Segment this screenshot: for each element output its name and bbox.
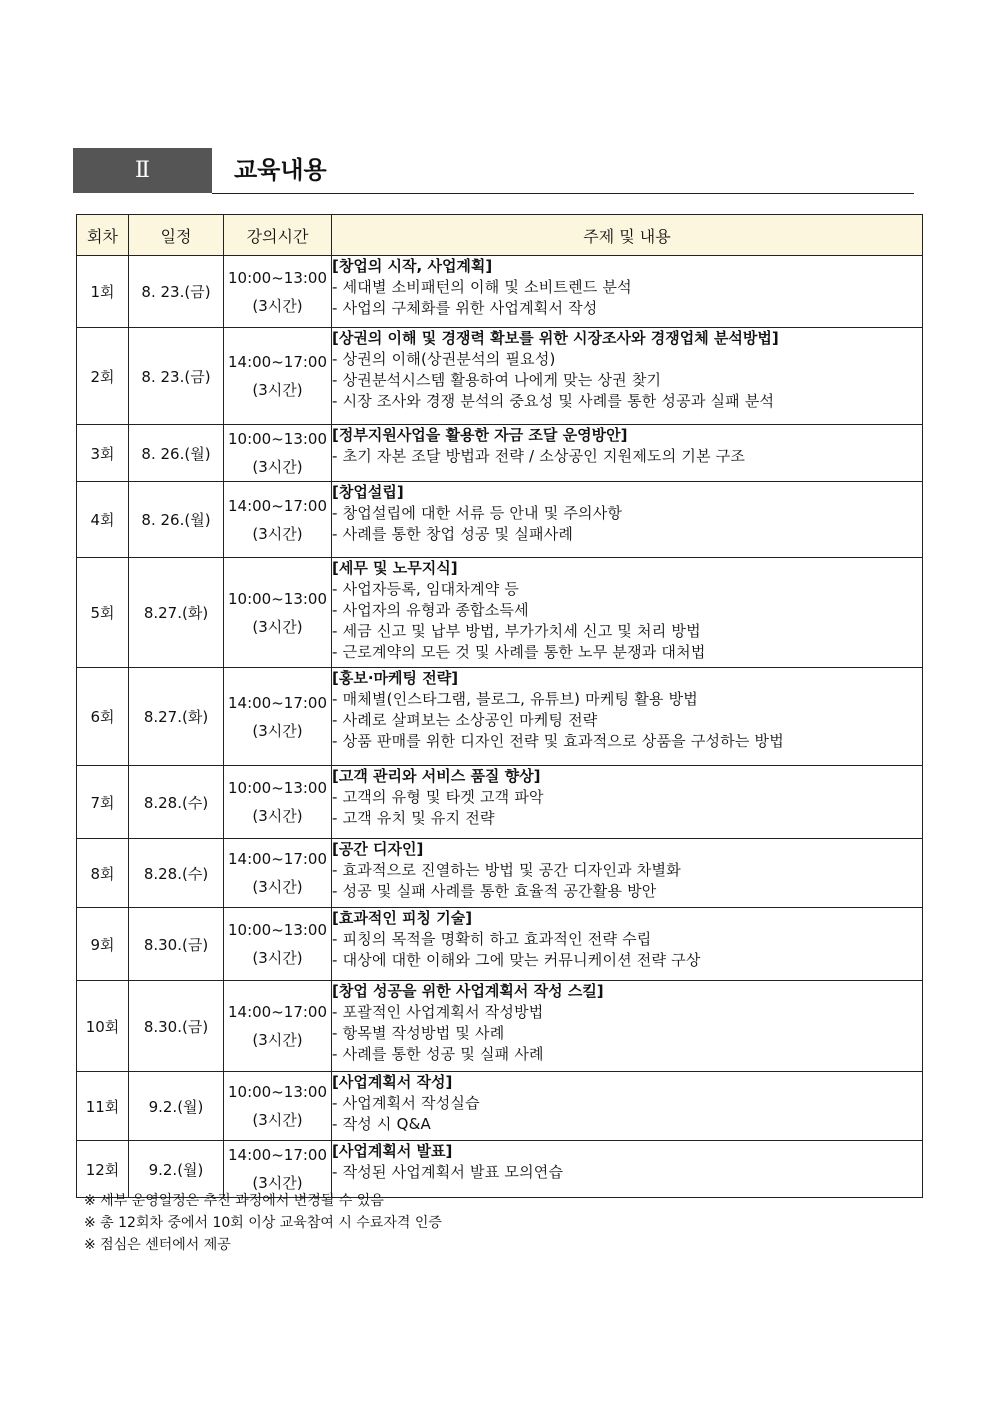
table-row	[77, 558, 923, 668]
notes	[84, 1190, 442, 1256]
topic-cell	[332, 482, 923, 558]
note-item: ※ 총 12회차 중에서 10회 이상 교육참여 시 수료자격 인증	[84, 1215, 442, 1231]
time-range: 10:00~13:00	[227, 779, 328, 797]
session-cell: 9회	[77, 908, 129, 981]
schedule-table	[76, 214, 923, 1198]
time-range: 14:00~17:00	[227, 1146, 328, 1164]
topic-title: [창업 성공을 위한 사업계획서 작성 스킬]	[332, 982, 604, 1000]
time-cell	[224, 425, 332, 482]
time-range: 14:00~17:00	[227, 1003, 328, 1021]
table-row	[77, 908, 923, 981]
date-cell: 8.30.(금)	[129, 981, 224, 1072]
topic-item: - 대상에 대한 이해와 그에 맞는 커뮤니케이션 전략 구상	[332, 951, 701, 969]
date-cell: 8. 26.(월)	[129, 425, 224, 482]
topic-cell	[332, 425, 923, 482]
table-row	[77, 328, 923, 425]
topic-item: - 상권분석시스템 활용하여 나에게 맞는 상권 찾기	[332, 371, 662, 389]
topic-title: [창업설립]	[332, 483, 404, 501]
time-cell	[224, 668, 332, 766]
table-row	[77, 425, 923, 482]
table-row	[77, 1072, 923, 1141]
topic-item: - 상권의 이해(상권분석의 필요성)	[332, 350, 556, 368]
time-range: 14:00~17:00	[227, 693, 328, 712]
topic-item: - 작성된 사업계획서 발표 모의연습	[332, 1163, 564, 1181]
time-range: 10:00~13:00	[227, 430, 328, 448]
header-time: 강의시간	[224, 215, 332, 256]
table-row	[77, 981, 923, 1072]
topic-item: - 항목별 작성방법 및 사례	[332, 1024, 505, 1042]
session-cell: 10회	[77, 981, 129, 1072]
table-row	[77, 256, 923, 328]
topic-item: - 사례를 통한 창업 성공 및 실패사례	[332, 525, 574, 543]
session-cell: 4회	[77, 482, 129, 558]
date-cell: 8.28.(수)	[129, 839, 224, 908]
topic-item: - 세금 신고 및 납부 방법, 부가가치세 신고 및 처리 방법	[332, 622, 701, 640]
date-cell: 8. 23.(금)	[129, 328, 224, 425]
topic-item: - 사업자등록, 임대차계약 등	[332, 580, 520, 598]
topic-cell	[332, 256, 923, 328]
header-session: 회차	[77, 215, 129, 256]
time-cell	[224, 558, 332, 668]
topic-cell	[332, 1072, 923, 1141]
session-cell: 7회	[77, 766, 129, 839]
topic-cell	[332, 668, 923, 766]
topic-title: [세무 및 노무지식]	[332, 559, 458, 577]
topic-item: - 매체별(인스타그램, 블로그, 유튜브) 마케팅 활용 방법	[332, 690, 698, 708]
topic-title: [정부지원사업을 활용한 자금 조달 운영방안]	[332, 426, 628, 444]
topic-item: - 창업설립에 대한 서류 등 안내 및 주의사항	[332, 504, 623, 522]
date-cell: 8. 26.(월)	[129, 482, 224, 558]
date-cell: 8.30.(금)	[129, 908, 224, 981]
time-cell	[224, 981, 332, 1072]
session-cell: 6회	[77, 668, 129, 766]
topic-item: - 근로계약의 모든 것 및 사례를 통한 노무 분쟁과 대처법	[332, 643, 706, 661]
session-cell: 1회	[77, 256, 129, 328]
topic-item: - 효과적으로 진열하는 방법 및 공간 디자인과 차별화	[332, 861, 681, 879]
topic-title: [고객 관리와 서비스 품질 향상]	[332, 767, 541, 785]
topic-item: - 초기 자본 조달 방법과 전략 / 소상공인 지원제도의 기본 구조	[332, 447, 746, 465]
date-cell: 9.2.(월)	[129, 1141, 224, 1198]
session-cell: 3회	[77, 425, 129, 482]
time-range: 14:00~17:00	[227, 850, 328, 868]
time-duration: (3시간)	[252, 807, 303, 825]
table-row	[77, 668, 923, 766]
time-duration: (3시간)	[252, 458, 303, 476]
topic-item: - 성공 및 실패 사례를 통한 효율적 공간활용 방안	[332, 882, 657, 900]
time-range: 10:00~13:00	[227, 589, 328, 608]
time-duration: (3시간)	[252, 949, 303, 967]
topic-item: - 사례로 살펴보는 소상공인 마케팅 전략	[332, 711, 598, 729]
date-cell: 8. 23.(금)	[129, 256, 224, 328]
topic-item: - 사례를 통한 성공 및 실패 사례	[332, 1045, 544, 1063]
topic-item: - 사업계획서 작성실습	[332, 1094, 480, 1112]
topic-item: - 상품 판매를 위한 디자인 전략 및 효과적으로 상품을 구성하는 방법	[332, 732, 784, 750]
session-cell: 5회	[77, 558, 129, 668]
topic-title: [효과적인 피칭 기술]	[332, 909, 473, 927]
topic-title: [홍보·마케팅 전략]	[332, 669, 459, 687]
time-cell	[224, 328, 332, 425]
time-duration: (3시간)	[252, 1111, 303, 1129]
session-cell: 12회	[77, 1141, 129, 1198]
table-row	[77, 1141, 923, 1198]
section-title: 교육내용	[234, 156, 327, 184]
table-row	[77, 482, 923, 558]
time-range: 14:00~17:00	[227, 353, 328, 371]
time-cell	[224, 256, 332, 328]
topic-item: - 포괄적인 사업계획서 작성방법	[332, 1003, 544, 1021]
note-item: ※ 세부 운영일정은 추진 과정에서 변경될 수 있음	[84, 1193, 384, 1209]
time-cell	[224, 908, 332, 981]
topic-cell	[332, 766, 923, 839]
time-duration: (3시간)	[252, 878, 303, 896]
topic-title: [창업의 시작, 사업계획]	[332, 257, 493, 275]
topic-item: - 작성 시 Q&A	[332, 1115, 431, 1133]
date-cell: 8.28.(수)	[129, 766, 224, 839]
topic-cell	[332, 558, 923, 668]
time-duration: (3시간)	[252, 381, 303, 399]
table-header-row	[77, 215, 923, 256]
topic-cell	[332, 908, 923, 981]
session-cell: 8회	[77, 839, 129, 908]
time-range: 10:00~13:00	[227, 921, 328, 939]
date-cell: 8.27.(화)	[129, 558, 224, 668]
section-number: Ⅱ	[73, 148, 212, 193]
topic-item: - 시장 조사와 경쟁 분석의 중요성 및 사례를 통한 성공과 실패 분석	[332, 392, 775, 410]
topic-item: - 세대별 소비패턴의 이해 및 소비트렌드 분석	[332, 278, 632, 296]
time-duration: (3시간)	[252, 524, 303, 543]
section-header	[73, 148, 914, 194]
schedule-body	[77, 256, 923, 1198]
time-cell	[224, 482, 332, 558]
topic-item: - 사업자의 유형과 종합소득세	[332, 601, 529, 619]
date-cell: 8.27.(화)	[129, 668, 224, 766]
topic-item: - 사업의 구체화를 위한 사업계획서 작성	[332, 299, 598, 317]
time-cell	[224, 1141, 332, 1198]
topic-title: [상권의 이해 및 경쟁력 확보를 위한 시장조사와 경쟁업체 분석방법]	[332, 329, 779, 347]
header-topic: 주제 및 내용	[332, 215, 923, 256]
date-cell: 9.2.(월)	[129, 1072, 224, 1141]
time-range: 10:00~13:00	[227, 268, 328, 287]
topic-cell	[332, 839, 923, 908]
time-cell	[224, 1072, 332, 1141]
topic-item: - 고객의 유형 및 타겟 고객 파악	[332, 788, 544, 806]
time-duration: (3시간)	[252, 721, 303, 740]
time-duration: (3시간)	[252, 617, 303, 636]
topic-cell	[332, 1141, 923, 1198]
table-row	[77, 766, 923, 839]
time-range: 14:00~17:00	[227, 496, 328, 515]
topic-item: - 고객 유치 및 유지 전략	[332, 809, 495, 827]
header-date: 일정	[129, 215, 224, 256]
topic-title: [공간 디자인]	[332, 840, 424, 858]
time-duration: (3시간)	[252, 1174, 303, 1192]
time-duration: (3시간)	[252, 296, 303, 315]
time-cell	[224, 766, 332, 839]
session-cell: 11회	[77, 1072, 129, 1141]
session-cell: 2회	[77, 328, 129, 425]
note-item: ※ 점심은 센터에서 제공	[84, 1237, 231, 1253]
section-divider	[212, 193, 914, 194]
topic-cell	[332, 328, 923, 425]
topic-title: [사업계획서 작성]	[332, 1073, 453, 1091]
time-duration: (3시간)	[252, 1031, 303, 1049]
table-row	[77, 839, 923, 908]
topic-title: [사업계획서 발표]	[332, 1142, 453, 1160]
topic-cell	[332, 981, 923, 1072]
time-cell	[224, 839, 332, 908]
time-range: 10:00~13:00	[227, 1083, 328, 1101]
topic-item: - 피칭의 목적을 명확히 하고 효과적인 전략 수립	[332, 930, 652, 948]
